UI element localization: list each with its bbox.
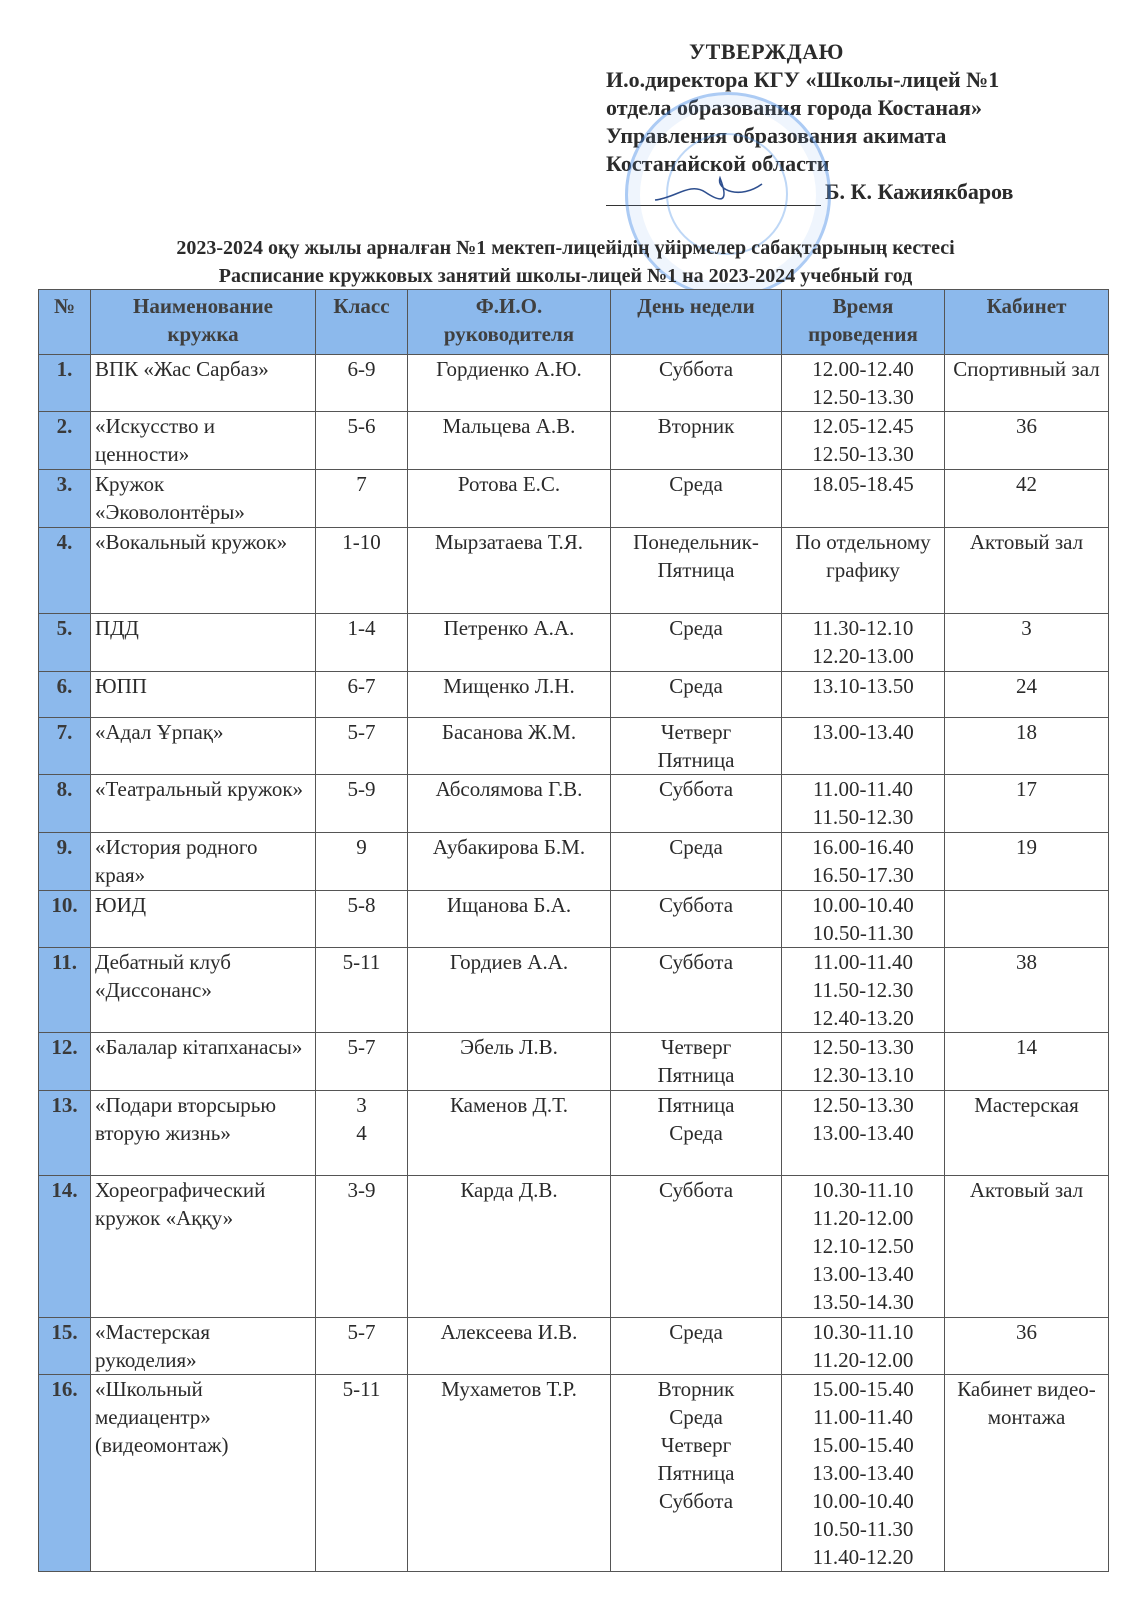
approval-line-2: отдела образования города Костаная»: [606, 95, 982, 120]
table-row: [39, 1033, 1109, 1091]
cell-grade: 7: [316, 470, 408, 528]
header-num: №: [39, 290, 91, 355]
title-russian: Расписание кружковых занятий школы-лицей №1 на 2023-2024 учебный год: [218, 265, 913, 287]
header-leader: Ф.И.О. руководителя: [408, 290, 611, 355]
cell-room: 19: [945, 833, 1109, 891]
cell-row-number: 1.: [39, 355, 91, 412]
approval-line-3: Управления образования акимата: [606, 123, 947, 148]
cell-room: 14: [945, 1033, 1109, 1091]
cell-club-name: «Подари вторсырью вторую жизнь»: [91, 1091, 316, 1176]
cell-row-number: 12.: [39, 1033, 91, 1091]
cell-time-slots: 11.00-11.40 11.50-12.30 12.40-13.20: [782, 948, 945, 1033]
cell-grade: 1-4: [316, 614, 408, 672]
cell-leader-name: Гордиенко А.Ю.: [408, 355, 611, 412]
cell-club-name: Кружок «Эковолонтёры»: [91, 470, 316, 528]
cell-leader-name: Петренко А.А.: [408, 614, 611, 672]
cell-weekday: Четверг Пятница: [611, 718, 782, 775]
cell-room: 17: [945, 775, 1109, 833]
cell-room: Кабинет видео-монтажа: [945, 1375, 1109, 1572]
cell-grade: 5-11: [316, 948, 408, 1033]
table-row: [39, 672, 1109, 718]
cell-club-name: «Школьный медиацентр» (видеомонтаж): [91, 1375, 316, 1572]
cell-time-slots: 15.00-15.40 11.00-11.40 15.00-15.40 13.00-13.40 10.00-10.40 10.50-11.30 11.40-12.20: [782, 1375, 945, 1572]
header-time: Время проведения: [782, 290, 945, 355]
cell-grade: 1-10: [316, 528, 408, 614]
table-row: [39, 775, 1109, 833]
cell-weekday: Суббота: [611, 891, 782, 948]
cell-row-number: 3.: [39, 470, 91, 528]
header-name: Наименование кружка: [91, 290, 316, 355]
cell-leader-name: Мухаметов Т.Р.: [408, 1375, 611, 1572]
cell-room: 42: [945, 470, 1109, 528]
cell-weekday: Суббота: [611, 355, 782, 412]
cell-leader-name: Мищенко Л.Н.: [408, 672, 611, 718]
cell-row-number: 6.: [39, 672, 91, 718]
cell-club-name: «Мастерская рукоделия»: [91, 1318, 316, 1375]
cell-time-slots: 10.00-10.40 10.50-11.30: [782, 891, 945, 948]
cell-grade: 5-8: [316, 891, 408, 948]
cell-grade: 5-7: [316, 1033, 408, 1091]
cell-grade: 6-9: [316, 355, 408, 412]
table-row: [39, 833, 1109, 891]
cell-time-slots: 18.05-18.45: [782, 470, 945, 528]
cell-grade: 5-7: [316, 718, 408, 775]
cell-club-name: ЮПП: [91, 672, 316, 718]
cell-room: 24: [945, 672, 1109, 718]
cell-club-name: ПДД: [91, 614, 316, 672]
approval-line-1: И.о.директора КГУ «Школы-лицей №1: [606, 67, 1000, 92]
cell-weekday: Среда: [611, 833, 782, 891]
cell-grade: 3 4: [316, 1091, 408, 1176]
cell-leader-name: Басанова Ж.М.: [408, 718, 611, 775]
cell-row-number: 15.: [39, 1318, 91, 1375]
cell-row-number: 2.: [39, 412, 91, 470]
table-row: [39, 528, 1109, 614]
cell-time-slots: 13.10-13.50: [782, 672, 945, 718]
table-row: [39, 1375, 1109, 1572]
table-row: [39, 891, 1109, 948]
table-row: [39, 1091, 1109, 1176]
cell-club-name: «История родного края»: [91, 833, 316, 891]
cell-leader-name: Абсолямова Г.В.: [408, 775, 611, 833]
approval-line-4: Костанайской области: [606, 151, 830, 176]
header-room: Кабинет: [945, 290, 1109, 355]
title-kazakh: 2023-2024 оқу жылы арналған №1 мектеп-лицейідің үйірмелер сабақтарының кестесі: [176, 237, 955, 259]
table-row: [39, 948, 1109, 1033]
cell-grade: 6-7: [316, 672, 408, 718]
cell-weekday: Вторник Среда Четверг Пятница Суббота: [611, 1375, 782, 1572]
cell-grade: 5-6: [316, 412, 408, 470]
cell-leader-name: Карда Д.В.: [408, 1176, 611, 1318]
cell-time-slots: 12.50-13.30 12.30-13.10: [782, 1033, 945, 1091]
cell-row-number: 4.: [39, 528, 91, 614]
cell-club-name: «Театральный кружок»: [91, 775, 316, 833]
cell-weekday: Понедельник-Пятница: [611, 528, 782, 614]
document-titles: [0, 234, 1131, 290]
table-row: [39, 718, 1109, 775]
approval-block: [606, 38, 1086, 206]
cell-room: 18: [945, 718, 1109, 775]
cell-row-number: 16.: [39, 1375, 91, 1572]
signature-line: [606, 185, 821, 206]
signatory-name: Б. К. Кажиякбаров: [825, 179, 1014, 204]
cell-time-slots: 16.00-16.40 16.50-17.30: [782, 833, 945, 891]
cell-room: Актовый зал: [945, 1176, 1109, 1318]
table-row: [39, 614, 1109, 672]
cell-time-slots: 11.30-12.10 12.20-13.00: [782, 614, 945, 672]
cell-row-number: 5.: [39, 614, 91, 672]
cell-leader-name: Каменов Д.Т.: [408, 1091, 611, 1176]
cell-time-slots: 10.30-11.10 11.20-12.00 12.10-12.50 13.00-13.40 13.50-14.30: [782, 1176, 945, 1318]
cell-club-name: «Вокальный кружок»: [91, 528, 316, 614]
cell-leader-name: Мырзатаева Т.Я.: [408, 528, 611, 614]
cell-club-name: ЮИД: [91, 891, 316, 948]
cell-time-slots: По отдельному графику: [782, 528, 945, 614]
cell-grade: 9: [316, 833, 408, 891]
approval-heading: УТВЕРЖДАЮ: [689, 39, 844, 64]
table-row: [39, 412, 1109, 470]
cell-row-number: 11.: [39, 948, 91, 1033]
cell-club-name: Хореографический кружок «Аққу»: [91, 1176, 316, 1318]
cell-weekday: Среда: [611, 672, 782, 718]
cell-weekday: Среда: [611, 1318, 782, 1375]
table-header-row: [39, 290, 1109, 355]
cell-leader-name: Алексеева И.В.: [408, 1318, 611, 1375]
cell-row-number: 9.: [39, 833, 91, 891]
cell-room: 36: [945, 1318, 1109, 1375]
cell-leader-name: Ротова Е.С.: [408, 470, 611, 528]
cell-weekday: Суббота: [611, 775, 782, 833]
cell-time-slots: 12.50-13.30 13.00-13.40: [782, 1091, 945, 1176]
cell-room: Спортивный зал: [945, 355, 1109, 412]
cell-leader-name: Гордиев А.А.: [408, 948, 611, 1033]
cell-leader-name: Ищанова Б.А.: [408, 891, 611, 948]
cell-time-slots: 11.00-11.40 11.50-12.30: [782, 775, 945, 833]
cell-time-slots: 12.05-12.45 12.50-13.30: [782, 412, 945, 470]
cell-weekday: Суббота: [611, 948, 782, 1033]
table-row: [39, 1318, 1109, 1375]
cell-club-name: Дебатный клуб «Диссонанс»: [91, 948, 316, 1033]
cell-row-number: 10.: [39, 891, 91, 948]
cell-club-name: «Адал Ұрпақ»: [91, 718, 316, 775]
cell-room: Мастерская: [945, 1091, 1109, 1176]
cell-row-number: 8.: [39, 775, 91, 833]
cell-leader-name: Эбель Л.В.: [408, 1033, 611, 1091]
header-grade: Класс: [316, 290, 408, 355]
cell-grade: 5-11: [316, 1375, 408, 1572]
cell-room: Актовый зал: [945, 528, 1109, 614]
cell-time-slots: 13.00-13.40: [782, 718, 945, 775]
header-day: День недели: [611, 290, 782, 355]
cell-weekday: Вторник: [611, 412, 782, 470]
cell-room: 3: [945, 614, 1109, 672]
cell-weekday: Четверг Пятница: [611, 1033, 782, 1091]
cell-weekday: Среда: [611, 614, 782, 672]
cell-time-slots: 12.00-12.40 12.50-13.30: [782, 355, 945, 412]
cell-weekday: Суббота: [611, 1176, 782, 1318]
cell-room: 38: [945, 948, 1109, 1033]
cell-weekday: Пятница Среда: [611, 1091, 782, 1176]
cell-grade: 5-7: [316, 1318, 408, 1375]
schedule-table: [38, 289, 1109, 1572]
table-row: [39, 470, 1109, 528]
cell-time-slots: 10.30-11.10 11.20-12.00: [782, 1318, 945, 1375]
table-row: [39, 355, 1109, 412]
cell-room: [945, 891, 1109, 948]
cell-row-number: 13.: [39, 1091, 91, 1176]
cell-club-name: ВПК «Жас Сарбаз»: [91, 355, 316, 412]
cell-row-number: 7.: [39, 718, 91, 775]
cell-room: 36: [945, 412, 1109, 470]
cell-leader-name: Мальцева А.В.: [408, 412, 611, 470]
cell-row-number: 14.: [39, 1176, 91, 1318]
signature-row: [606, 178, 1086, 206]
cell-grade: 5-9: [316, 775, 408, 833]
cell-leader-name: Аубакирова Б.М.: [408, 833, 611, 891]
table-row: [39, 1176, 1109, 1318]
cell-club-name: «Балалар кітапханасы»: [91, 1033, 316, 1091]
cell-club-name: «Искусство и ценности»: [91, 412, 316, 470]
cell-weekday: Среда: [611, 470, 782, 528]
cell-grade: 3-9: [316, 1176, 408, 1318]
